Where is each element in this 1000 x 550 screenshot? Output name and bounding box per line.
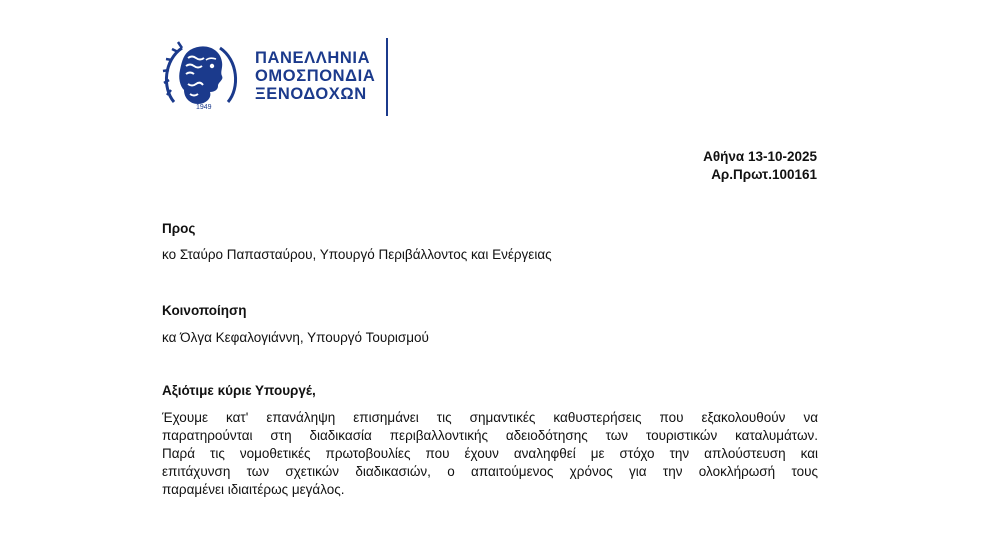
logo-divider <box>386 38 388 116</box>
body-line: παρατηρούνται στη διαδικασία περιβαλλοντικής αδειοδότησης των τουριστικών καταλυμάτων. <box>162 428 818 443</box>
date-protocol-block <box>703 148 817 184</box>
org-name-line: ΞΕΝΟΔΟΧΩΝ <box>255 85 367 103</box>
body-line: παραμένει ιδιαιτέρως μεγάλος. <box>162 482 345 497</box>
recipient-name: κο Σταύρο Παπασταύρου, Υπουργό Περιβάλλοντος και Ενέργειας <box>162 247 552 262</box>
recipient-label: Προς <box>162 221 196 236</box>
organization-name <box>255 49 376 103</box>
org-name-line: ΟΜΟΣΠΟΝΔΙΑ <box>255 67 376 85</box>
logo-year: 1949 <box>196 104 212 111</box>
letter-body <box>162 409 818 499</box>
cc-name: κα Όλγα Κεφαλογιάννη, Υπουργό Τουρισμού <box>162 330 429 345</box>
letter-date: Αθήνα 13-10-2025 <box>703 149 817 164</box>
body-line: Έχουμε κατ' επανάληψη επισημάνει τις σημαντικές καθυστερήσεις που εξακολουθούν να <box>162 410 818 425</box>
body-line: Παρά τις νομοθετικές πρωτοβουλίες που έχουν αναληφθεί με στόχο την απλούστευση και <box>162 446 818 461</box>
letter-greeting: Αξιότιμε κύριε Υπουργέ, <box>162 383 316 398</box>
letterhead-logo <box>160 38 400 118</box>
body-line: επιτάχυνση των σχετικών διαδικασιών, ο απαιτούμενος χρόνος για την ολοκλήρωσή τους <box>162 464 818 479</box>
cc-label: Κοινοποίηση <box>162 303 247 318</box>
protocol-number: Αρ.Πρωτ.100161 <box>711 167 817 182</box>
org-name-line: ΠΑΝΕΛΛΗΝΙΑ <box>255 49 371 67</box>
